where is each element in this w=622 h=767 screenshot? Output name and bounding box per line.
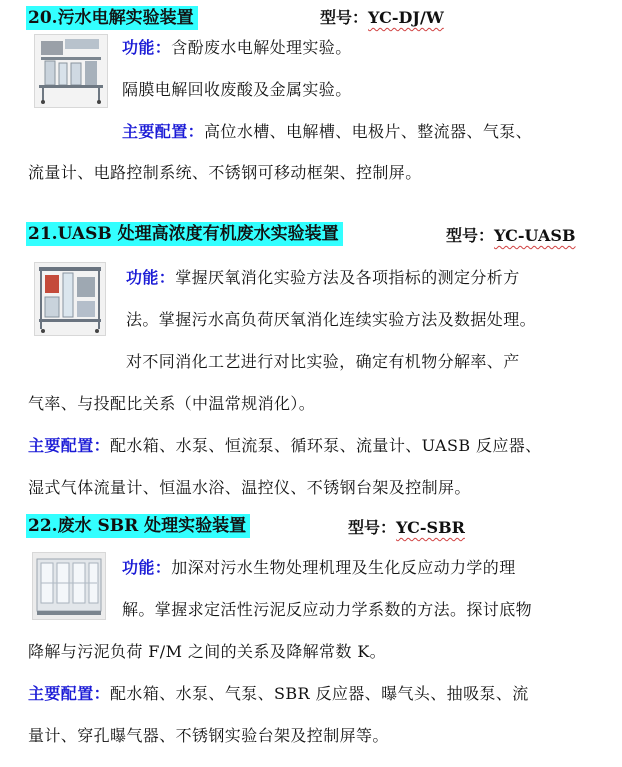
sbr-apparatus-photo — [32, 552, 106, 620]
section-22-config-text-1: 配水箱、水泵、气泵、SBR 反应器、曝气头、抽吸泵、流 — [110, 684, 529, 703]
section-22-model-label: 型号： — [348, 518, 397, 537]
section-21-model — [446, 224, 575, 248]
section-21-config-line-2: 湿式气体流量计、恒温水浴、温控仪、不锈钢台架及控制屏。 — [28, 478, 471, 497]
section-20-function-label: 功能： — [122, 38, 172, 57]
section-22-config-line-1 — [28, 682, 529, 706]
section-20-heading: 20.污水电解实验装置 — [26, 6, 198, 30]
section-21-config-label: 主要配置： — [28, 436, 111, 455]
section-21-model-label: 型号： — [446, 226, 495, 245]
section-20-function-line-1 — [122, 36, 352, 60]
section-20-model-label: 型号： — [320, 8, 369, 27]
section-20-config-label: 主要配置： — [122, 122, 205, 141]
section-22-function-line-2: 解。掌握求定活性污泥反应动力学系数的方法。探讨底物 — [122, 600, 533, 619]
section-20-config-line-2: 流量计、电路控制系统、不锈钢可移动框架、控制屏。 — [28, 163, 422, 182]
section-21-function-line-2: 法。掌握污水高负荷厌氧消化连续实验方法及数据处理。 — [126, 310, 537, 329]
section-22-config-line-2: 量计、穿孔曝气器、不锈钢实验台架及控制屏等。 — [28, 726, 389, 745]
electrolysis-apparatus-photo — [34, 34, 108, 108]
section-22-function-text-1: 加深对污水生物处理机理及生化反应动力学的理 — [171, 558, 516, 577]
section-20-function-line-2: 隔膜电解回收废酸及金属实验。 — [122, 80, 352, 99]
section-21-function-line-4: 气率、与投配比关系（中温常规消化）。 — [28, 394, 316, 413]
section-21-model-code: YC-UASB — [494, 226, 576, 245]
section-22-function-line-3: 降解与污泥负荷 F/M 之间的关系及降解常数 K。 — [28, 642, 387, 661]
section-22-function-line-1 — [122, 556, 516, 580]
section-21-heading: 21.UASB 处理高浓度有机废水实验装置 — [26, 222, 343, 246]
section-20-model-code: YC-DJ/W — [368, 8, 444, 27]
section-20-model — [320, 6, 444, 30]
section-20-config-text-1: 高位水槽、电解槽、电极片、整流器、气泵、 — [204, 122, 533, 141]
section-22-heading: 22.废水 SBR 处理实验装置 — [26, 514, 250, 538]
section-22-config-label: 主要配置： — [28, 684, 111, 703]
section-21-function-label: 功能： — [126, 268, 176, 287]
section-22-model — [348, 516, 465, 540]
section-20-config-line-1 — [122, 120, 532, 144]
section-21-function-text-1: 掌握厌氧消化实验方法及各项指标的测定分析方 — [175, 268, 520, 287]
section-22-model-code: YC-SBR — [396, 518, 465, 537]
section-20-function-text-1: 含酚废水电解处理实验。 — [171, 38, 352, 57]
uasb-apparatus-photo — [34, 262, 106, 336]
section-21-function-line-1 — [126, 266, 520, 290]
section-21-config-text-1: 配水箱、水泵、恒流泵、循环泵、流量计、UASB 反应器、 — [110, 436, 542, 455]
section-21-function-line-3: 对不同消化工艺进行对比实验，确定有机物分解率、产 — [126, 352, 520, 371]
section-22-function-label: 功能： — [122, 558, 172, 577]
section-21-config-line-1 — [28, 434, 542, 458]
